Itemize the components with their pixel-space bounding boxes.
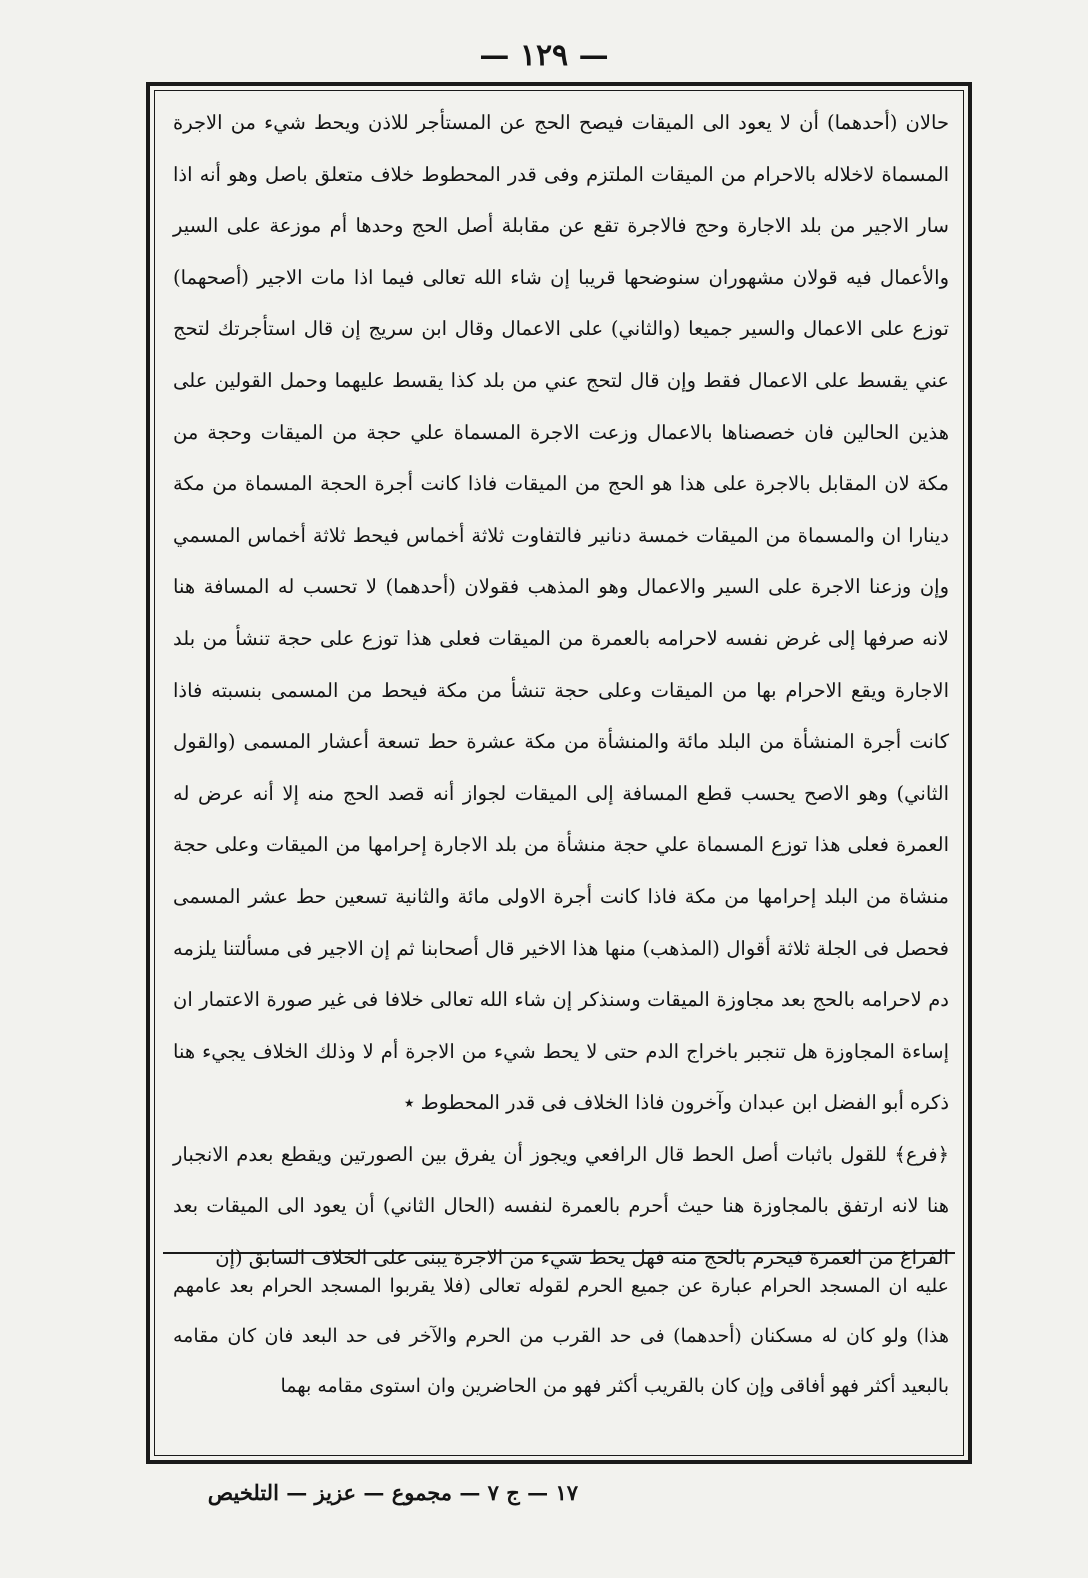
page-frame bbox=[146, 82, 972, 1464]
footnote-separator bbox=[163, 1252, 955, 1254]
main-paragraph: حالان (أحدهما) أن لا يعود الى الميقات فيصح الحج عن المستأجر للاذن ويحط شيء من الاجرة المسماة لاخلاله بالاحرام من الميقات الملتزم وفى قدر المحطوط خلاف متعلق باصل وهو أنه اذا سار الاجير من بلد الاجارة وحج فالاجرة تقع عن مقابلة أصل الحج وحدها أم موزعة على السير والأعمال فيه قولان مشهوران سنوضحها قريبا إن شاء الله تعالى فيما اذا مات الاجير (أصحهما) توزع على الاعمال والسير جميعا (والثاني) على الاعمال وقال ابن سريج إن قال استأجرتك لتحج عني يقسط على الاعمال فقط وإن قال لتحج عني من بلد كذا يقسط عليهما وحمل القولين على هذين الحالين فان خصصناها بالاعمال وزعت الاجرة المسماة علي حجة من الميقات وحجة من مكة لان المقابل بالاجرة على هذا هو الحج من الميقات فاذا كانت أجرة الحجة المسماة من مكة دينارا ان والمسماة من الميقات خمسة دنانير فالتفاوت ثلاثة أخماس فيحط ثلاثة أخماس المسمي وإن وزعنا الاجرة على السير والاعمال وهو المذهب فقولان (أحدهما) لا تحسب له المسافة هنا لانه صرفها إلى غرض نفسه لاحرامه بالعمرة من الميقات فعلى هذا توزع على حجة تنشأ من بلد الاجارة ويقع الاحرام بها من الميقات وعلى حجة تنشأ من مكة فيحط من المسمى بنسبته فاذا كانت أجرة المنشأة من البلد مائة والمنشأة من مكة عشرة حط تسعة أعشار المسمى (والقول الثاني) وهو الاصح يحسب قطع المسافة إلى الميقات لجواز أنه قصد الحج منه إلا أنه عرض له العمرة فعلى هذا توزع المسماة علي حجة منشأة من بلد الاجارة إحرامها من الميقات وعلى حجة منشاة من البلد إحرامها من مكة فاذا كانت أجرة الاولى مائة والثانية تسعين حط عشر المسمى فحصل فى الجلة ثلاثة أقوال (المذهب) منها هذا الاخير قال أصحابنا ثم إن الاجير فى مسألتنا يلزمه دم لاحرامه بالحج بعد مجاوزة الميقات وسنذكر إن شاء الله تعالى خلافا فى غير صورة الاعتمار ان إساءة المجاوزة هل تنجبر باخراج الدم حتى لا يحط شيء من الاجرة أم لا وذلك الخلاف يجيء هنا ذكره أبو الفضل ابن عبدان وآخرون فاذا الخلاف فى قدر المحطوط ٭ bbox=[173, 111, 950, 1115]
page-frame-inner bbox=[154, 90, 964, 1456]
signature-line: ١٧ — ج ٧ — مجموع — عزيز — التلخيص bbox=[207, 1480, 578, 1505]
main-text bbox=[173, 97, 949, 1284]
page-number: — ١٢٩ — bbox=[479, 38, 609, 73]
main-paragraph: ﴿فرع﴾ للقول باثبات أصل الحط قال الرافعي ويجوز أن يفرق بين الصورتين ويقطع بعدم الانجبار هنا لانه ارتفق بالمجاوزة هنا حيث أحرم بالعمرة لنفسه (الحال الثاني) أن يعود الى الميقات بعد الفراغ من العمرة فيحرم بالحج منه فهل يحط شيء من الاجرة يبنى على الخلاف السابق (إن bbox=[173, 1142, 949, 1270]
footnote: عليه ان المسجد الحرام عبارة عن جميع الحرم لقوله تعالى (فلا يقربوا المسجد الحرام بعد عامهم هذا) ولو كان له مسكنان (أحدهما) فى حد القرب من الحرم والآخر فى حد البعد فان كان مقامه بالبعيد أكثر فهو أفاقى وإن كان بالقريب أكثر فهو من الحاضرين وان استوى مقامه بهما bbox=[173, 1275, 949, 1397]
